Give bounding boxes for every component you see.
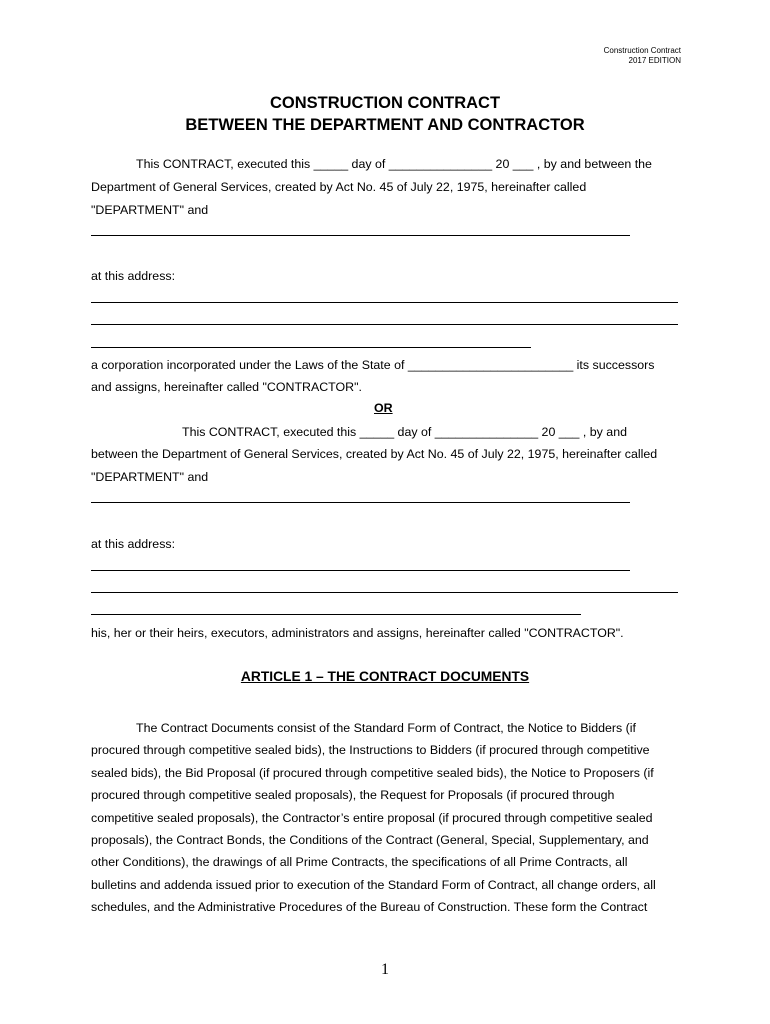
address-blank-3[interactable] [91,347,531,348]
address-blank-2[interactable] [91,324,678,325]
department-line-alt: between the Department of General Services, created by Act No. 45 of July 22, 1975, hereinafter called [91,447,658,461]
article-1-text-line: proposals), the Contract Bonds, the Conditions of the Contract (General, Special, Supplementary, and [91,833,649,847]
contract-intro-line: This CONTRACT, executed this _____ day of _______________ 20 ___ , by and between the [136,157,652,171]
department-called-line: "DEPARTMENT" and [91,203,209,217]
article-1-heading: ARTICLE 1 – THE CONTRACT DOCUMENTS [240,669,530,684]
article-1-text-line: competitive sealed proposals), the Contractor’s entire proposal (if procured through competitive sealed [91,811,653,825]
address-label: at this address: [91,269,176,283]
contract-intro-line-alt: This CONTRACT, executed this _____ day of _______________ 20 ___ , by and [182,425,627,439]
corporation-line: a corporation incorporated under the Laws of the State of ________________________ its successors [91,358,655,372]
article-1-text-line: procured through competitive sealed proposals), the Request for Proposals (if procured through [91,788,615,802]
address-blank-1[interactable] [91,302,678,303]
contractor-name-blank-alt[interactable] [91,502,630,503]
article-1-text-line: sealed bids), the Bid Proposal (if procured through competitive sealed bids), the Notice to Proposers (if [91,766,654,780]
article-1-text-line: other Conditions), the drawings of all Prime Contracts, the specifications of all Prime Contracts, all [91,855,628,869]
article-1-text-line: bulletins and addenda issued prior to execution of the Standard Form of Contract, all change orders, all [91,878,656,892]
doc-name-label: Construction Contract [603,46,681,55]
contractor-name-blank[interactable] [91,235,630,236]
address-blank-alt-2[interactable] [91,592,678,593]
department-called-line-alt: "DEPARTMENT" and [91,470,209,484]
department-line: Department of General Services, created by Act No. 45 of July 22, 1975, hereinafter called [91,180,587,194]
assigns-line: and assigns, hereinafter called "CONTRACTOR". [91,380,362,394]
article-1-text-line: The Contract Documents consist of the Standard Form of Contract, the Notice to Bidders (if [136,721,636,735]
page-number: 1 [381,961,389,978]
address-blank-alt-3[interactable] [91,614,581,615]
edition-header [604,46,681,66]
address-label-alt: at this address: [91,537,176,551]
article-1-text-line: schedules, and the Administrative Procedures of the Bureau of Construction. These form the Contract [91,900,648,914]
edition-label: 2017 EDITION [628,56,681,65]
or-separator: OR [374,401,393,415]
address-blank-alt-1[interactable] [91,570,630,571]
document-title: CONSTRUCTION CONTRACT [269,94,501,112]
heirs-line: his, her or their heirs, executors, administrators and assigns, hereinafter called "CONTRACTOR". [91,626,624,640]
article-1-text-line: procured through competitive sealed bids), the Instructions to Bidders (if procured through competitive [91,743,650,757]
document-subtitle: BETWEEN THE DEPARTMENT AND CONTRACTOR [185,116,585,134]
